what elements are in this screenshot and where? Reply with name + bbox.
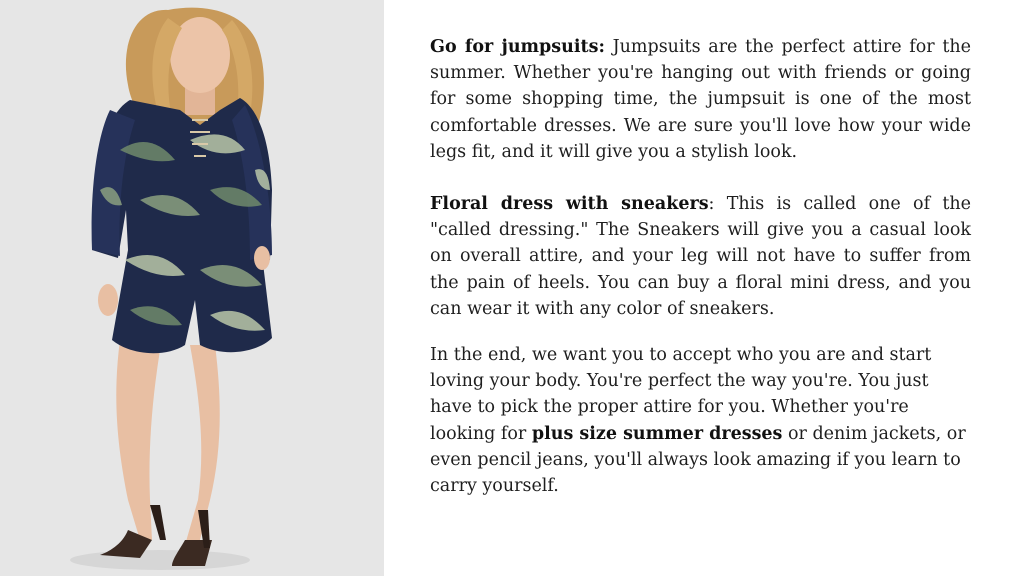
heading-floral-dress: Floral dress with sneakers <box>430 194 709 215</box>
keyword-plus-size-dresses: plus size summer dresses <box>531 423 783 444</box>
model-illustration <box>0 0 384 576</box>
heading-jumpsuits: Go for jumpsuits: <box>430 37 605 57</box>
body-conclusion-before: In the end, we want you to accept who you are and start loving your body. You're perfect the way you're. You just have to pick the proper attire for you. Whether you're looking for <box>430 345 932 444</box>
article-text <box>430 34 971 525</box>
paragraph-floral-dress <box>430 191 971 322</box>
paragraph-conclusion <box>430 342 971 499</box>
body-conclusion-after: or denim jackets, or even pencil jeans, you'll always look amazing if you learn to carry yourself. <box>430 423 966 497</box>
body-floral-dress: : This is called one of the "called dressing." The Sneakers will give you a casual look on overall attire, and your leg will not have to suffer from the pain of heels. You can buy a floral mini dress, and you can wear it with any color of sneakers. <box>430 194 971 319</box>
model-photo <box>0 0 384 576</box>
paragraph-jumpsuits <box>430 34 971 165</box>
body-jumpsuits: Jumpsuits are the perfect attire for the summer. Whether you're hanging out with friends or going for some shopping time, the jumpsuit is one of the most comfortable dresses. We are sure you'll love how your wide legs fit, and it will give you a stylish look. <box>430 37 971 162</box>
